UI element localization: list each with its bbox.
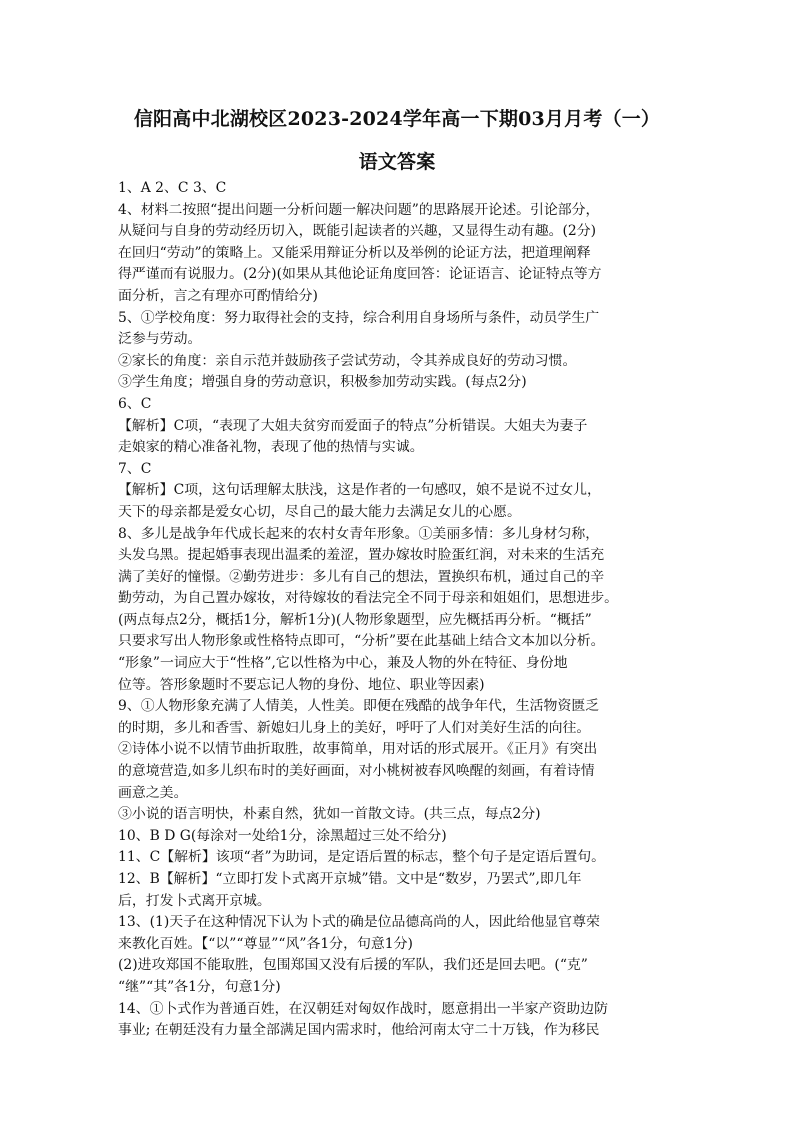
document-subtitle: 语文答案 [358,151,436,173]
text-line: ②家长的角度：亲自示范并鼓励孩子尝试劳动，令其养成良好的劳动习惯。 [118,352,577,369]
text-line: 的意境营造,如多儿织布时的美好画面，对小桃树被春风唤醒的刻画，有着诗情 [118,763,595,780]
document-title: 信阳高中北湖校区2023-2024学年高一下期03月月考（一） [133,108,661,130]
text-line: 泛参与劳动。 [118,331,202,348]
text-line: 头发乌黑。提起婚事表现出温柔的羞涩，置办嫁妆时脸蛋红润，对未来的生活充 [118,547,605,564]
text-line: 勤劳动，为自己置办嫁妆，对待嫁妆的看法完全不同于母亲和姐姐们，思想进步。 [118,590,619,607]
text-line: 只要求写出人物形象或性格特点即可，“分析”要在此基础上结合文本加以分析。 [118,633,605,650]
text-line: “形象”一词应大于“性格”,它以性格为中心，兼及人物的外在特征、身份地 [118,655,568,672]
answer-body [118,178,690,1042]
text-line: 天下的母亲都是爱女心切，尽自己的最大能力去满足女儿的心愿。 [118,503,521,520]
text-line: 走娘家的精心准备礼物，表现了他的热情与实诚。 [118,439,424,456]
text-line: (两点每点2分，概括1分，解析1分)(人物形象题型，应先概括再分析。“概括” [118,611,592,628]
text-line: 6、C [118,395,152,412]
text-line: 10、B D G(每涂对一处给1分，涂黑超过三处不给分) [118,827,447,844]
text-line: ③学生角度；增强自身的劳动意识，积极参加劳动实践。(每点2分) [118,374,527,391]
text-line: 4、材料二按照“提出问题一分析问题一解决问题”的思路展开论述。引论部分， [118,201,600,218]
text-line: 7、C [118,460,152,477]
text-line: 在回归“劳动”的策略上。又能采用辩证分析以及举例的论证方法，把道理阐释 [118,244,591,261]
text-line: ②诗体小说不以情节曲折取胜，故事简单，用对话的形式展开。《正月》有突出 [118,741,598,758]
text-line: 5、①学校角度：努力取得社会的支持，综合利用自身场所与条件，动员学生广 [118,309,600,326]
text-line: 的时期，多儿和香雪、新媳妇儿身上的美好，呼吁了人们对美好生活的向往。 [118,719,591,736]
text-line: 【解析】C项，这句话理解太肤浅，这是作者的一句感叹，娘不是说不过女儿， [118,482,601,499]
text-line: 位等。答形象题时不要忘记人物的身份、地位、职业等因素) [118,676,485,693]
text-line: 9、①人物形象充满了人情美，人性美。即便在残酷的战争年代，生活物资匮乏 [118,698,600,715]
text-line: 1、A 2、C 3、C [118,180,227,196]
text-line: 从疑问与自身的劳动经历切入，既能引起读者的兴趣，又显得生动有趣。(2分) [118,223,597,240]
text-line: 14、①卜式作为普通百姓，在汉朝廷对匈奴作战时，愿意捐出一半家产资助边防 [118,1000,608,1017]
text-line: “继”“其”各1分，句意1分) [118,978,281,995]
text-line: 画意之美。 [118,784,188,801]
text-line: ③小说的语言明快，朴素自然，犹如一首散文诗。(共三点，每点2分) [118,806,541,823]
text-line: 11、C【解析】该项“者”为助词，是定语后置的标志，整个句子是定语后置句。 [118,849,606,866]
text-line: 面分析，言之有理亦可酌情给分) [118,287,318,304]
text-line: 满了美好的憧憬。②勤劳进步：多儿有自己的想法，置换织布机，通过自己的辛 [118,568,605,585]
text-line: 【解析】C项，“表现了大姐夫贫穷而爱面子的特点”分析错误。大姐夫为妻子 [118,417,588,434]
text-line: 事业; 在朝廷没有力量全部满足国内需求时，他给河南太守二十万钱，作为移民 [118,1022,600,1039]
text-line: 13、(1)天子在这种情况下认为卜式的确是位品德高尚的人，因此给他显官尊荣 [118,914,600,931]
text-line: 来教化百姓。【“以”“尊显”“风”各1分，句意1分) [118,935,413,952]
text-line: (2)进攻郑国不能取胜，包围郑国又没有后援的军队，我们还是回去吧。(“克” [118,957,588,974]
text-line: 后，打发卜式离开京城。 [118,892,271,909]
text-line: 得严谨而有说服力。(2分)(如果从其他论证角度回答：论证语言、论证特点等方 [118,266,602,283]
text-line: 12、B【解析】“立即打发卜式离开京城”错。文中是“数岁，乃罢式”,即几年 [118,871,582,887]
text-line: 8、多儿是战争年代成长起来的农村女青年形象。①美丽多情：多儿身材匀称， [118,525,600,542]
